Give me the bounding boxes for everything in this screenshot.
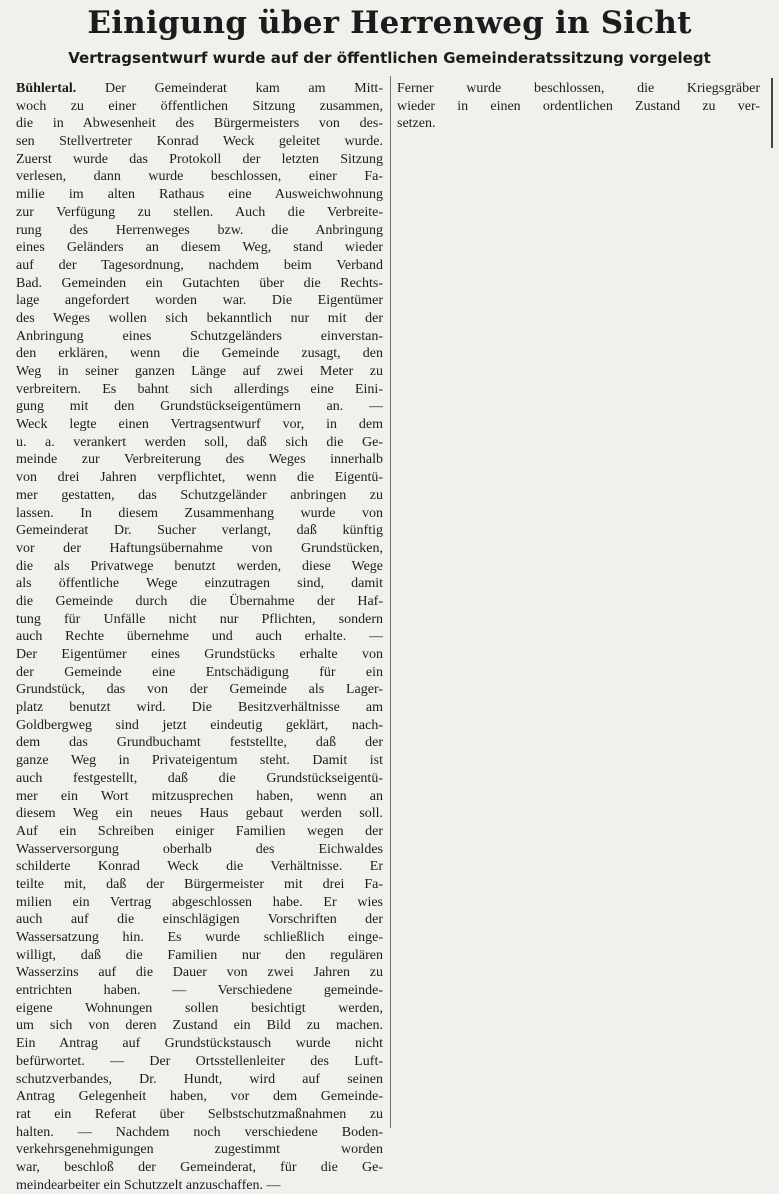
text-line: zur Verfügung zu stellen. Auch die Verbreite-: [16, 204, 383, 220]
text-line: milien ein Vertrag abgeschlossen habe. Er wies: [16, 894, 383, 910]
text-line: Goldbergweg sind jetzt eindeutig geklärt, nach-: [16, 717, 383, 733]
text-line: woch zu einer öffentlichen Sitzung zusammen,: [16, 98, 383, 114]
text-line: Ferner wurde beschlossen, die Kriegsgräber: [397, 81, 760, 96]
text-line: mer gestatten, das Schutzgeländer anbringen zu: [16, 487, 383, 503]
text-line: rung des Herrenweges bzw. die Anbringung: [16, 222, 383, 238]
text-line: Wassersatzung hin. Es wurde schließlich einge-: [16, 930, 383, 945]
text-line: meindearbeiter ein Schutzzelt anzuschaffen. —: [16, 1177, 281, 1193]
text-line: um sich von deren Zustand ein Bild zu machen.: [16, 1018, 383, 1034]
text-line: die in Abwesenheit des Bürgermeisters von des-: [16, 116, 383, 132]
text-line: befürwortet. — Der Ortsstellenleiter des Luft-: [16, 1053, 383, 1069]
text-line: lage angefordert worden war. Die Eigentümer: [16, 293, 383, 309]
text-line: auch auf die einschlägigen Vorschriften der: [16, 912, 383, 928]
text-line: schilderte Konrad Weck die Verhältnisse. Er: [16, 859, 383, 875]
text-line: willigt, daß die Familien nur den regulären: [16, 947, 383, 963]
text-line: auf der Tagesordnung, nachdem beim Verband: [16, 257, 383, 273]
text-line: eines Geländers an diesem Weg, stand wieder: [16, 240, 383, 256]
dateline: Bühlertal.: [16, 81, 77, 96]
text-line: gung mit den Grundstückseigentümern an. —: [16, 399, 383, 415]
text-line: von drei Jahren verpflichtet, wenn die Eigentü-: [16, 470, 383, 486]
text-line: Ein Antrag auf Grundstückstausch wurde nicht: [16, 1036, 383, 1052]
text-line: schutzverbandes, Dr. Hundt, wird auf seinen: [16, 1071, 383, 1087]
article-body-left-column: [16, 80, 383, 1194]
text-line: Bad. Gemeinden ein Gutachten über die Rechts-: [16, 275, 383, 291]
text-line: halten. — Nachdem noch verschiedene Boden-: [16, 1124, 383, 1140]
text-line: Grundstück, das von der Gemeinde als Lager-: [16, 682, 383, 698]
subheadline: Vertragsentwurf wurde auf der öffentlichen Gemeinderatssitzung vorgelegt: [68, 49, 711, 67]
text-line: war, beschloß der Gemeinderat, für die Ge-: [16, 1159, 383, 1175]
text-line: rat ein Referat über Selbstschutzmaßnahmen zu: [16, 1106, 383, 1122]
text-line: vor der Haftungsübernahme von Grundstücken,: [16, 540, 383, 556]
text-line: diesem Weg ein neues Haus gebaut werden soll.: [16, 806, 383, 822]
text-line: lassen. In diesem Zusammenhang wurde von: [16, 505, 383, 521]
text-line: milie im alten Rathaus eine Ausweichwohnung: [16, 187, 383, 203]
text-line: ganze Weg in Privateigentum steht. Damit ist: [16, 753, 383, 769]
text-line: meinde zur Verbreiterung des Weges innerhalb: [16, 452, 383, 468]
text-line: Bühlertal. Der Gemeinderat kam am Mitt-: [16, 81, 383, 96]
text-line: Zuerst wurde das Protokoll der letzten Sitzung: [16, 151, 383, 167]
text-line: auch Rechte übernehme und auch erhalte. —: [16, 629, 383, 645]
article-body-right-column: [397, 80, 760, 133]
text-line: dem das Grundbuchamt feststellte, daß der: [16, 735, 383, 751]
text-line: teilte mit, daß der Bürgermeister mit drei Fa-: [16, 876, 383, 892]
text-line: wieder in einen ordentlichen Zustand zu ver-: [397, 98, 760, 114]
text-line: mer ein Wort mitzusprechen haben, wenn an: [16, 788, 383, 804]
text-line: eigene Wohnungen sollen besichtigt werden,: [16, 1000, 383, 1016]
text-line: Wasserversorgung oberhalb des Eichwaldes: [16, 841, 383, 857]
text-line: auch festgestellt, daß die Grundstückseigentü-: [16, 770, 383, 786]
text-line: des Weges wollen sich bekanntlich nur mit der: [16, 310, 383, 326]
text-line: u. a. verankert werden soll, daß sich die Ge-: [16, 434, 383, 450]
text-line: Antrag Gelegenheit haben, vor dem Gemeinde-: [16, 1089, 383, 1105]
text-line: verbreitern. Es bahnt sich allerdings eine Eini-: [16, 381, 383, 397]
text-line: setzen.: [397, 116, 436, 132]
text-line: verkehrsgenehmigungen zugestimmt worden: [16, 1142, 383, 1158]
text-line: als öffentliche Wege einzutragen sind, damit: [16, 576, 383, 592]
text-line: Auf ein Schreiben einiger Familien wegen der: [16, 823, 383, 839]
text-line: der Gemeinde eine Entschädigung für ein: [16, 664, 383, 680]
text-line: verlesen, dann wurde beschlossen, einer Fa-: [16, 169, 383, 185]
text-line: den erklären, wenn die Gemeinde zusagt, den: [16, 346, 383, 362]
text-line: die als Privatwege benutzt werden, diese Wege: [16, 558, 383, 574]
text-line: Der Eigentümer eines Grundstücks erhalte von: [16, 647, 383, 662]
text-line: Wasserzins auf die Dauer von zwei Jahren zu: [16, 965, 383, 981]
text-line: sen Stellvertreter Konrad Weck geleitet wurde.: [16, 134, 383, 150]
text-line: platz benutzt wird. Die Besitzverhältnisse am: [16, 700, 383, 716]
text-line: Anbringung eines Schutzgeländers einverstan-: [16, 328, 383, 344]
text-line: tung für Unfälle nicht nur Pflichten, sondern: [16, 611, 383, 627]
text-line: die Gemeinde durch die Übernahme der Haf-: [16, 593, 383, 609]
text-line: entrichten haben. — Verschiedene gemeinde-: [16, 983, 383, 999]
text-line: Gemeinderat Dr. Sucher verlangt, daß künftig: [16, 523, 383, 539]
text-line: Weg in seiner ganzen Länge auf zwei Meter zu: [16, 364, 383, 379]
headline: Einigung über Herrenweg in Sicht: [87, 5, 692, 41]
column-divider: [390, 76, 391, 1128]
clipping-edge: [771, 78, 773, 148]
text-line: Weck legte einen Vertragsentwurf vor, in dem: [16, 417, 383, 433]
